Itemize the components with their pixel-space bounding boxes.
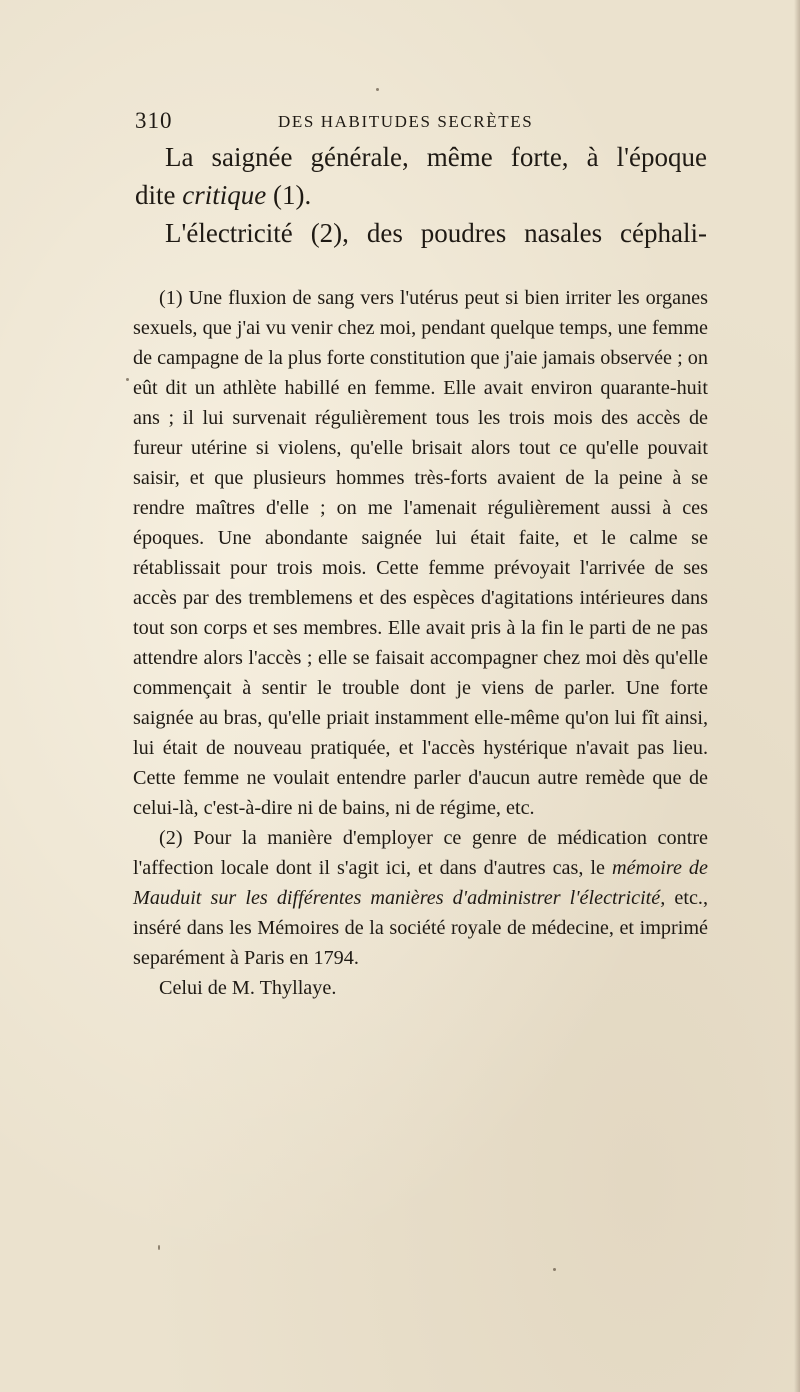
running-title: DES HABITUDES SECRÈTES <box>278 112 534 131</box>
footnotes <box>133 283 708 1003</box>
ink-speck <box>126 378 129 381</box>
main-text-fragment: (1). <box>266 180 312 210</box>
page-edge-shadow <box>794 0 800 1392</box>
main-text-line: La saignée générale, même forte, à l'époque <box>165 142 707 172</box>
footnote-italic: mémoire de Mauduit sur les différentes manières d'administrer l'électricité, <box>133 857 708 909</box>
footnote-1: (1) Une fluxion de sang vers l'utérus peut si bien irriter les organes sexuels, que j'ai vu venir chez moi, pendant quelque temps, une femme de campagne de la plus forte constitution que j'aie jamais observée ; on eût dit un athlète habillé en femme. Elle avait environ quarante-huit ans ; il lui survenait régulièrement tous les trois mois des accès de fureur utérine si violens, qu'elle brisait alors tout ce qu'elle pouvait saisir, et que plusieurs hommes très-forts avaient de la peine à se rendre maîtres d'elle ; on me l'amenait régulièrement aussi à ces époques. Une abondante saignée lui était faite, et le calme se rétablissait pour trois mois. Cette femme prévoyait l'arrivée de ses accès par des tremblemens et des espèces d'agitations intérieures dans tout son corps et ses membres. Elle avait pris à la fin le parti de ne pas attendre alors l'accès ; elle se faisait accompagner chez moi dès qu'elle commençait à sentir le trouble dont je viens de parler. Une forte saignée au bras, qu'elle priait instamment elle-même qu'on lui fît ainsi, lui était de nouveau pratiquée, et l'accès hystérique n'avait pas lieu. Cette femme ne voulait entendre parler d'aucun autre remède que de celui-là, c'est-à-dire ni de bains, ni de régime, etc. <box>133 287 708 819</box>
main-text-line: L'électricité (2), des poudres nasales céphali- <box>165 218 707 248</box>
ink-speck <box>553 1268 556 1271</box>
footnote-3: Celui de M. Thyllaye. <box>159 977 337 999</box>
footnote-2 <box>133 823 708 973</box>
main-text <box>135 138 707 252</box>
footnote-fragment: etc., inséré dans les Mémoires de la société royale de médecine, et imprimé separément à Paris en 1794. <box>133 887 709 969</box>
main-text-line <box>135 176 707 214</box>
page-number: 310 <box>135 108 173 133</box>
main-text-italic: critique <box>182 180 267 210</box>
running-head <box>135 108 705 138</box>
footnote-fragment: (2) Pour la manière d'employer ce genre de médication contre l'affection locale dont il s'agit ici, et dans d'autres cas, le <box>133 827 708 879</box>
main-text-fragment: dite <box>135 180 183 210</box>
ink-speck <box>376 88 379 91</box>
ink-speck <box>158 1245 160 1250</box>
